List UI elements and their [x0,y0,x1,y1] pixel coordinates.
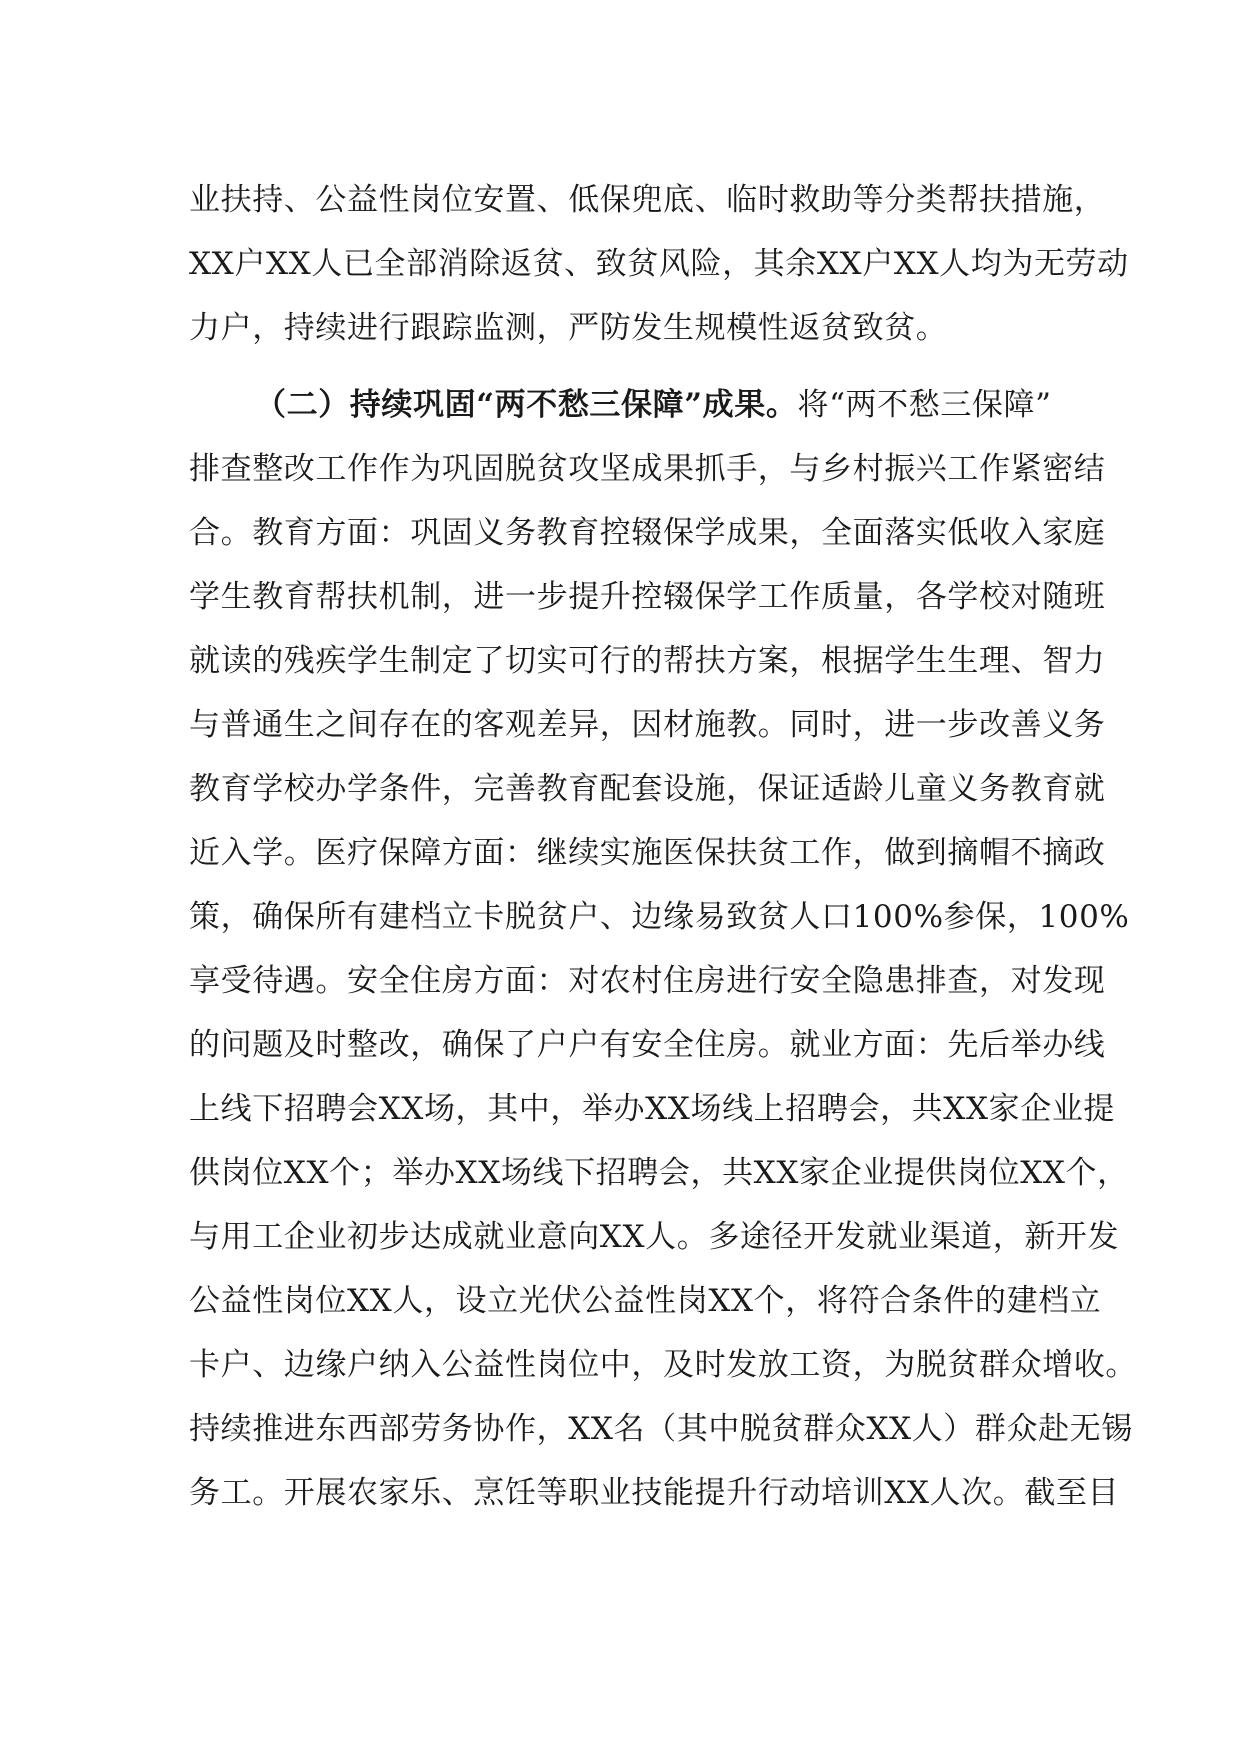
paragraph-2-first-line [189,373,1059,437]
paragraph-2-line: 公益性岗位XX人，设立光伏公益性岗XX个，将符合条件的建档立 [189,1283,1102,1319]
paragraph-1 [189,168,1129,360]
paragraph-2-line: 供岗位XX个；举办XX场线下招聘会，共XX家企业提供岗位XX个， [189,1155,1129,1191]
paragraph-1-line: XX户XX人已全部消除返贫、致贫风险，其余XX户XX人均为无劳动 [189,246,1129,282]
paragraph-2-line: 学生教育帮扶机制，进一步提升控辍保学工作质量，各学校对随班 [189,579,1106,615]
paragraph-2-line: 近入学。医疗保障方面：继续实施医保扶贫工作，做到摘帽不摘政 [189,835,1106,871]
paragraph-2-line: 就读的残疾学生制定了切实可行的帮扶方案，根据学生生理、智力 [189,643,1106,679]
paragraph-2-line: 策，确保所有建档立卡脱贫户、边缘易致贫人口100%参保，100% [189,899,1130,935]
paragraph-2-line: 上线下招聘会XX场，其中，举办XX场线上招聘会，共XX家企业提 [189,1091,1116,1127]
paragraph-1-line: 业扶持、公益性岗位安置、低保兜底、临时救助等分类帮扶措施， [189,182,1106,218]
paragraph-1-line: 力户，持续进行跟踪监测，严防发生规模性返贫致贫。 [189,310,948,346]
paragraph-2-line: 持续推进东西部劳务协作，XX名（其中脱贫群众XX人）群众赴无锡 [189,1411,1133,1447]
paragraph-2-line: 与用工企业初步达成就业意向XX人。多途径开发就业渠道，新开发 [189,1219,1120,1255]
paragraph-2-line: 享受待遇。安全住房方面：对农村住房进行安全隐患排查，对发现 [189,963,1106,999]
paragraph-2-line: 教育学校办学条件，完善教育配套设施，保证适龄儿童义务教育就 [189,771,1106,807]
paragraph-2-line: 与普通生之间存在的客观差异，因材施教。同时，进一步改善义务 [189,707,1106,743]
paragraph-2-line: 卡户、边缘户纳入公益性岗位中，及时发放工资，为脱贫群众增收。 [189,1347,1137,1383]
paragraph-2-line: 排查整改工作作为巩固脱贫攻坚成果抓手，与乡村振兴工作紧密结 [189,451,1106,487]
paragraph-2-line: 务工。开展农家乐、烹饪等职业技能提升行动培训XX人次。截至目 [189,1475,1120,1511]
paragraph-2 [189,373,1137,1525]
paragraph-2-line: 合。教育方面：巩固义务教育控辍保学成果，全面落实低收入家庭 [189,515,1106,551]
paragraph-2-line: 的问题及时整改，确保了户户有安全住房。就业方面：先后举办线 [189,1027,1106,1063]
paragraph-2-first-line-text: 将“两不愁三保障” [797,387,1052,423]
section-heading: （二）持续巩固“两不愁三保障”成果。 [255,387,798,423]
